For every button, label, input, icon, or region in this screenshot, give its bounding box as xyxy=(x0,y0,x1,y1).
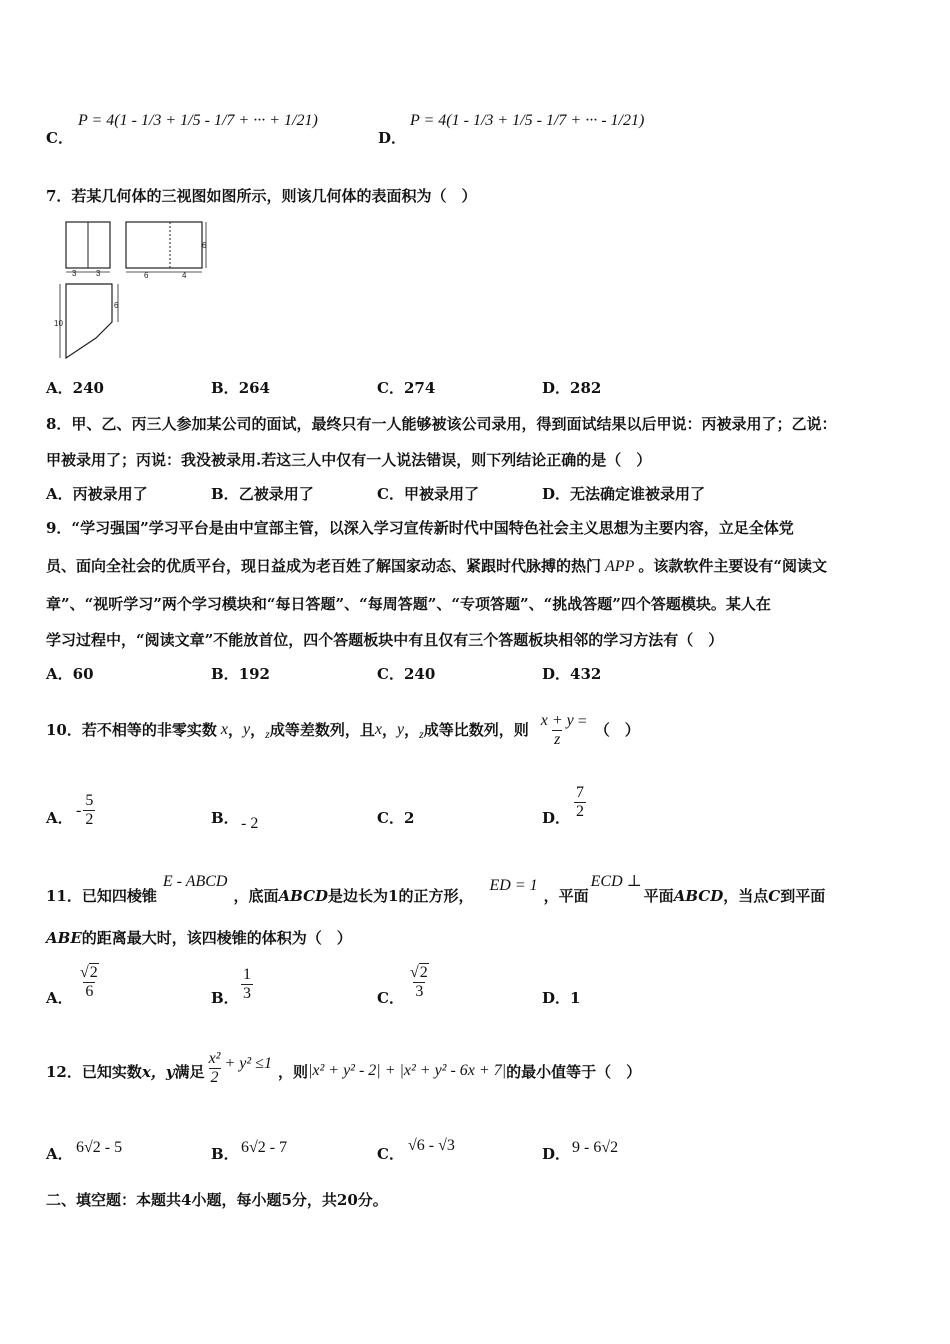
q7-front-view xyxy=(66,222,110,278)
q11-option-c-label: C． xyxy=(377,989,404,1007)
q11-option-b-value: $\frac{1}{3}$ xyxy=(243,966,251,1002)
q7-text: 7．若某几何体的三视图如图所示，则该几何体的表面积为（ ） xyxy=(46,187,477,205)
q10-option-c: C．2 xyxy=(377,809,415,827)
q7-top-dim-h1: 10 xyxy=(54,319,63,328)
q11-option-a-label: A． xyxy=(46,989,73,1007)
q6-option-d-label: D． xyxy=(378,129,407,147)
q7-option-a: A．240 xyxy=(46,379,104,397)
q7-side-dim-2: 4 xyxy=(182,271,187,280)
q7-side-dim-h: 6 xyxy=(202,241,207,250)
q9-option-d: D．432 xyxy=(542,665,602,683)
q9-option-b: B．192 xyxy=(211,665,270,683)
q6-option-d-formula: P = 4(1 - 1/3 + 1/5 - 1/7 + ··· - 1/21) xyxy=(410,112,645,129)
q11-option-c-value: $\frac{√2}{3}$ xyxy=(410,964,428,1000)
q8-option-b: B．乙被录用了 xyxy=(211,485,314,503)
q9-option-a: A．60 xyxy=(46,665,94,683)
q11-option-d: D．1 xyxy=(542,989,581,1007)
q6-option-c-label: C． xyxy=(46,129,73,147)
q12-condition-fraction: $\frac{\text{x²}}{2}$ xyxy=(208,1049,221,1086)
q7-option-d: D．282 xyxy=(542,379,602,397)
q8-line-2: 甲被录用了；丙说：我没被录用.若这三人中仅有一人说法错误，则下列结论正确的是（ ） xyxy=(46,451,652,469)
q7-side-dim-1: 6 xyxy=(144,271,149,280)
q9-line-4: 学习过程中，“阅读文章”不能放首位，四个答题板块中有且仅有三个答题板块相邻的学习方法有（ ） xyxy=(46,631,724,649)
q10-stem: 10．若不相等的非零实数 x ， y ， z 成等差数列，且 x ， y ， z 成等比数列，则 $\frac{x + y}{z}$ = （ ） xyxy=(46,711,640,748)
q9-line-3: 章”、“视听学习”两个学习模块和“每日答题”、“每周答题”、“专项答题”、“挑战答题”四个答题模块。某人在 xyxy=(46,595,771,613)
q12-option-d-label: D． xyxy=(542,1145,571,1163)
q9-app-term: APP xyxy=(605,558,635,575)
q12-option-c-value: √6 - √3 xyxy=(408,1137,455,1154)
q7-front-dim-2: 3 xyxy=(96,269,101,278)
q9-option-c: C．240 xyxy=(377,665,436,683)
q8-option-c: C．甲被录用了 xyxy=(377,485,479,503)
q10-fraction: $\frac{x + y}{z}$ xyxy=(540,711,574,748)
q12-option-b-label: B． xyxy=(211,1145,239,1163)
q10-option-d-value: $\frac{7}{2}$ xyxy=(576,784,584,820)
q7-option-c: C．274 xyxy=(377,379,436,397)
q11-stem: 11．已知四棱锥 E - ABCD ，底面 ABCD 是边长为1的正方形， ED = 1 ，平面 ECD ⊥ 平面 ABCD ，当点 C 到平面 xyxy=(46,873,826,905)
q7-top-dim-h2: 6 xyxy=(114,301,119,310)
q11-option-b-label: B． xyxy=(211,989,239,1007)
q7-front-dim-1: 3 xyxy=(72,269,77,278)
q12-option-a-label: A． xyxy=(46,1145,73,1163)
q12-option-d-value: 9 - 6√2 xyxy=(572,1139,619,1156)
q10-option-a-label: A． xyxy=(46,809,73,827)
q10-option-b-value: - 2 xyxy=(241,815,259,832)
q12-option-c-label: C． xyxy=(377,1145,404,1163)
q12-stem: 12．已知实数 x，y 满足 $\frac{\text{x²}}{2}$ + y² ≤1 ，则 |x² + y² - 2| + |x² + y² - 6x + 7| 的最小值等于（ ） xyxy=(46,1049,642,1086)
q12-options xyxy=(46,1136,746,1166)
q8-option-d: D．无法确定谁被录用了 xyxy=(542,485,706,503)
q10-option-a-value: - $\frac{5}{2}$ xyxy=(76,792,94,828)
q11-options xyxy=(46,962,746,1018)
section-2-heading: 二、填空题：本题共4小题，每小题5分，共20分。 xyxy=(46,1191,388,1209)
q10-option-b-label: B． xyxy=(211,809,239,827)
q6-option-c-formula: P = 4(1 - 1/3 + 1/5 - 1/7 + ··· + 1/21) xyxy=(78,112,318,129)
q10-options xyxy=(46,784,746,834)
q9-line-1: 9．“学习强国”学习平台是由中宣部主管，以深入学习宣传新时代中国特色社会主义思想为主要内容，立足全体党 xyxy=(46,519,794,537)
q10-option-d-label: D． xyxy=(542,809,571,827)
q12-option-b-value: 6√2 - 7 xyxy=(241,1139,288,1156)
q7-side-view xyxy=(126,222,207,280)
q11-line-2: ABE的距离最大时，该四棱锥的体积为（ ） xyxy=(46,929,352,947)
q7-top-view xyxy=(54,284,119,358)
q12-option-a-value: 6√2 - 5 xyxy=(76,1139,123,1156)
q12-abs-expression: |x² + y² - 2| + |x² + y² - 6x + 7| xyxy=(307,1062,507,1079)
q8-line-1: 8．甲、乙、丙三人参加某公司的面试，最终只有一人能够被该公司录用，得到面试结果以后甲说：丙被录用了；乙说： xyxy=(46,415,837,433)
q7-option-b: B．264 xyxy=(211,379,270,397)
q9-line-2: 员、面向全社会的优质平台，现日益成为老百姓了解国家动态、紧跟时代脉搏的热门 APP 。该款软件主要设有“阅读文 xyxy=(46,557,827,575)
q8-option-a: A．丙被录用了 xyxy=(46,485,148,503)
q7-three-view-figure xyxy=(54,218,214,366)
q11-option-a-value: $\frac{√2}{6}$ xyxy=(80,964,98,1000)
